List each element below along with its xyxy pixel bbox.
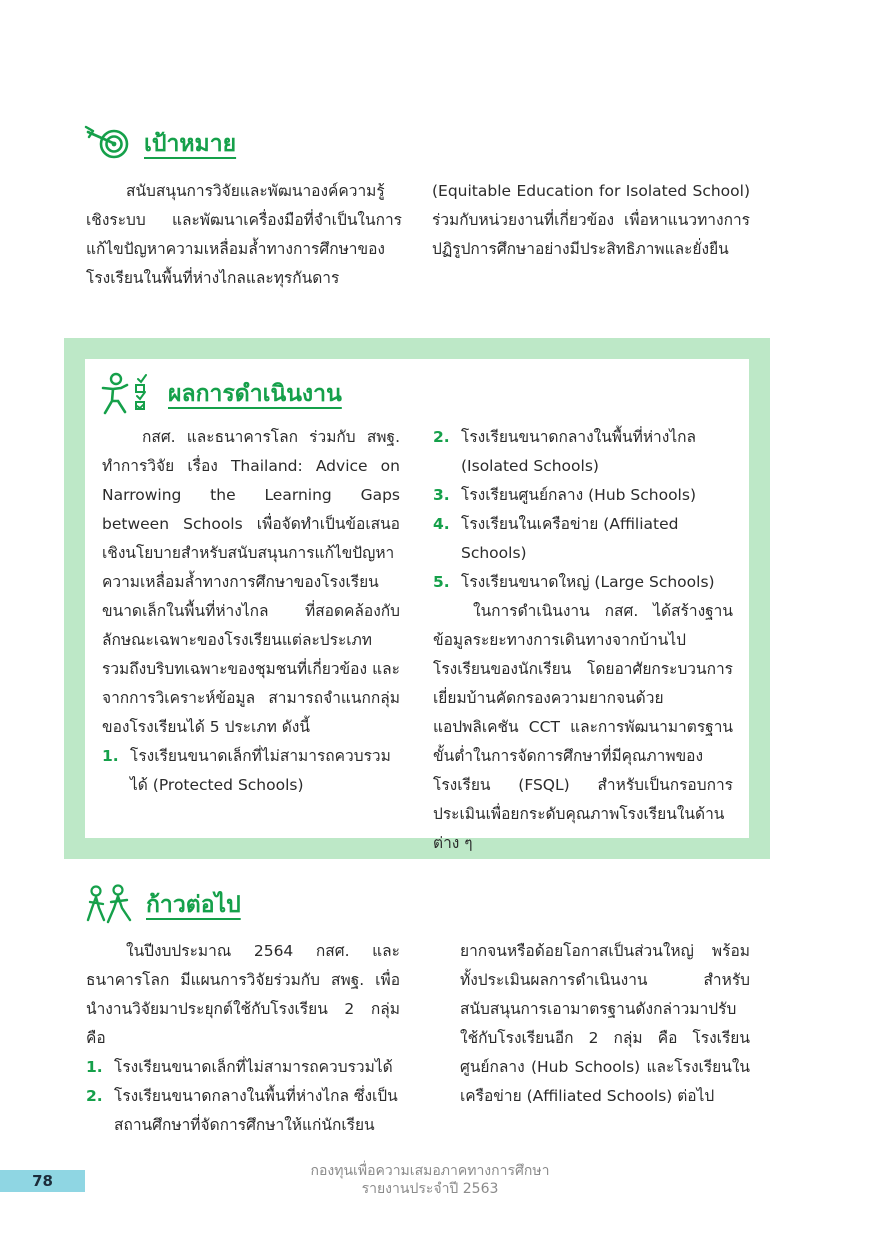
list-item-number: 5. [433, 573, 450, 591]
walking-people-icon [84, 884, 136, 926]
list-item [86, 1053, 400, 1082]
list-item-number: 2. [86, 1087, 103, 1105]
results-intro-text: กสศ. และธนาคารโลก ร่วมกับ สพฐ. ทำการวิจัย เรื่อง Thailand: Advice on Narrowing the Learning Gaps between Schools เพื่อจัดทำเป็นข้อเสนอเชิงนโยบายสำหรับสนับสนุนการแก้ไขปัญหาความเหลื่อมล้ำทางการศึกษาของโรงเรียนขนาดเล็กในพื้นที่ห่างไกล ที่สอดคล้องกับลักษณะเฉพาะของโรงเรียนแต่ละประเภท รวมถึงบริบทเฉพาะของชุมชนที่เกี่ยวข้อง และจากการวิเคราะห์ข้อมูล สามารถจำแนกกลุ่มของโรงเรียนได้ 5 ประเภท ดังนี้ [102, 428, 400, 736]
list-item-number: 1. [102, 747, 119, 765]
list-item-number: 3. [433, 486, 450, 504]
next-title: ก้าวต่อไป [146, 892, 241, 918]
goal-right-column [432, 177, 750, 264]
goal-heading [84, 124, 236, 164]
list-item-text: โรงเรียนขนาดใหญ่ (Large Schools) [461, 573, 715, 591]
next-right-text: ยากจนหรือด้อยโอกาสเป็นส่วนใหญ่ พร้อมทั้งประเมินผลการดำเนินงาน สำหรับสนับสนุนการเอามาตรฐานดังกล่าวมาปรับใช้กับโรงเรียนอีก 2 กลุ่ม คือ โรงเรียนศูนย์กลาง (Hub Schools) และโรงเรียนในเครือข่าย (Affiliated Schools) ต่อไป [460, 942, 750, 1105]
footer-caption [250, 1162, 610, 1198]
list-item-number: 2. [433, 428, 450, 446]
list-item-text: โรงเรียนขนาดเล็กที่ไม่สามารถควบรวมได้ (Protected Schools) [130, 747, 391, 794]
list-item [433, 568, 733, 597]
results-title: ผลการดำเนินงาน [168, 381, 342, 407]
page-number: 78 [32, 1172, 53, 1190]
list-item-text: โรงเรียนศูนย์กลาง (Hub Schools) [461, 486, 696, 504]
list-item-text: โรงเรียนในเครือข่าย (Affiliated Schools) [461, 515, 679, 562]
footer-line-1: กองทุนเพื่อความเสมอภาคทางการศึกษา [310, 1163, 550, 1179]
next-left-column [86, 937, 400, 1140]
list-item-number: 4. [433, 515, 450, 533]
next-intro-text: ในปีงบประมาณ 2564 กสศ. และธนาคารโลก มีแผนการวิจัยร่วมกับ สพฐ. เพื่อนำงานวิจัยมาประยุกต์ใช้กับโรงเรียน 2 กลุ่ม คือ [86, 942, 400, 1047]
footer-line-2: รายงานประจำปี 2563 [361, 1181, 499, 1197]
next-list [86, 1053, 400, 1140]
goal-left-text: สนับสนุนการวิจัยและพัฒนาองค์ความรู้เชิงระบบ และพัฒนาเครื่องมือที่จำเป็นในการแก้ไขปัญหาความเหลื่อมล้ำทางการศึกษาของโรงเรียนในพื้นที่ห่างไกลและทุรกันดาร [86, 182, 402, 287]
results-right-column [433, 423, 733, 858]
goal-right-text: (Equitable Education for Isolated School) ร่วมกับหน่วยงานที่เกี่ยวข้อง เพื่อหาแนวทางการปฏิรูปการศึกษาอย่างมีประสิทธิภาพและยั่งยืน [432, 182, 750, 258]
next-heading [84, 884, 241, 926]
list-item [433, 423, 733, 481]
results-closing-text: ในการดำเนินงาน กสศ. ได้สร้างฐานข้อมูลระยะทางการเดินทางจากบ้านไปโรงเรียนของนักเรียน โดยอาศัยกระบวนการเยี่ยมบ้านคัดกรองความยากจนด้วยแอปพลิเคชัน CCT และการพัฒนามาตรฐานขั้นต่ำในการจัดการศึกษาที่มีคุณภาพของโรงเรียน (FSQL) สำหรับเป็นกรอบการประเมินเพื่อยกระดับคุณภาพโรงเรียนในด้านต่าง ๆ [433, 602, 733, 852]
list-item [433, 510, 733, 568]
list-item-text: โรงเรียนขนาดเล็กที่ไม่สามารถควบรวมได้ [114, 1058, 393, 1076]
next-right-column [460, 937, 750, 1111]
person-checklist-icon [100, 371, 158, 417]
list-item [433, 481, 733, 510]
results-list-left [102, 742, 400, 800]
results-list-right [433, 423, 733, 597]
list-item-number: 1. [86, 1058, 103, 1076]
list-item [102, 742, 400, 800]
list-item [86, 1082, 400, 1140]
target-icon [84, 124, 134, 164]
results-heading [100, 371, 342, 417]
list-item-text: โรงเรียนขนาดกลางในพื้นที่ห่างไกล ซึ่งเป็นสถานศึกษาที่จัดการศึกษาให้แก่นักเรียน [114, 1087, 398, 1134]
goal-left-column [86, 177, 402, 293]
list-item-text: โรงเรียนขนาดกลางในพื้นที่ห่างไกล (Isolated Schools) [461, 428, 696, 475]
results-left-column [102, 423, 400, 800]
goal-title: เป้าหมาย [144, 131, 237, 157]
